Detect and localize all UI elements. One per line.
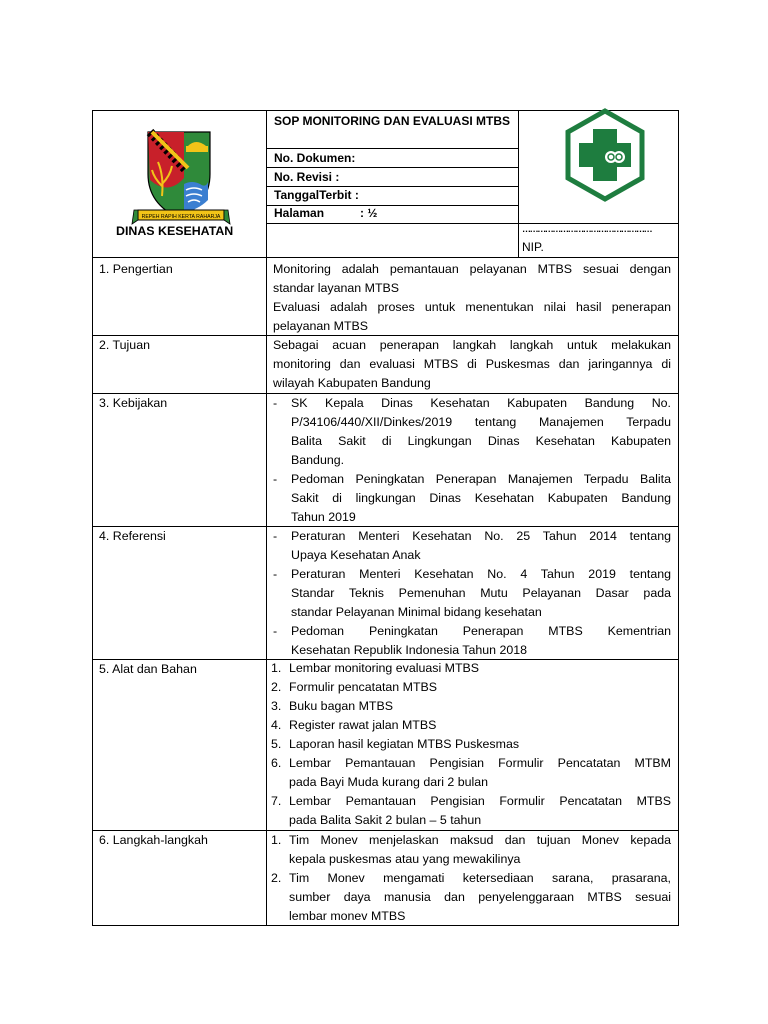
text-line: Pedoman Peningkatan Penerapan MTBS Kementrian: [291, 624, 671, 638]
health-ministry-logo: [562, 107, 648, 203]
list-marker: 2.: [271, 871, 282, 885]
rule-docno: [266, 167, 518, 168]
section-label-kebijakan: 3. Kebijakan: [99, 396, 168, 410]
text-line: standar layanan MTBS: [273, 281, 400, 295]
text-line: pelayanan MTBS: [273, 319, 369, 333]
text-line: Sakit di lingkungan Dinas Kesehatan Kabupaten Bandung: [291, 491, 671, 505]
document-title: SOP MONITORING DAN EVALUASI MTBS: [274, 114, 511, 128]
list-marker: -: [273, 529, 278, 543]
list-marker: 7.: [271, 794, 282, 808]
text-line: Evaluasi adalah proses untuk menentukan nilai hasil penerapan: [273, 300, 671, 314]
text-line: Formulir pencatatan MTBS: [289, 680, 438, 694]
rule-right: [678, 110, 679, 926]
list-marker: 1.: [271, 661, 282, 675]
list-marker: 2.: [271, 680, 282, 694]
list-item: [269, 527, 671, 565]
crest-motto: REPEH RAPIH KERTA RAHARJA: [141, 214, 221, 220]
signature-line: ……………………………………………: [522, 224, 652, 234]
text-line: Balita Sakit di Lingkungan Dinas Kesehatan Kabupaten: [291, 434, 671, 448]
list-item: [269, 735, 671, 754]
text-line: Tahun 2019: [291, 510, 356, 524]
text-line: Lembar Pemantauan Pengisian Formulir Pencatatan MTBS: [289, 794, 671, 808]
text-line: Tim Monev menjelaskan maksud dan tujuan Monev kepada: [289, 833, 671, 847]
list-marker: 4.: [271, 718, 282, 732]
text-line: Upaya Kesehatan Anak: [291, 548, 421, 562]
pengertian-text: [273, 260, 671, 336]
text-line: Lembar Pemantauan Pengisian Formulir Pencatatan MTBM: [289, 756, 671, 770]
list-item: [269, 678, 671, 697]
text-line: Buku bagan MTBS: [289, 699, 394, 713]
text-line: monitoring dan evaluasi MTBS di Puskesmas dan jaringannya di: [273, 357, 671, 371]
referensi-list: [269, 527, 671, 660]
section-label-pengertian: 1. Pengertian: [99, 262, 173, 276]
list-marker: 5.: [271, 737, 282, 751]
rule-col2: [518, 110, 519, 258]
tujuan-text: [273, 336, 671, 393]
text-line: Sebagai acuan penerapan langkah langkah untuk melakukan: [273, 338, 671, 352]
rule-left: [92, 110, 93, 926]
text-line: sumber daya manusia dan penyelenggaraan MTBS sesuai: [289, 890, 671, 904]
issue-date-label: TanggalTerbit :: [274, 188, 359, 202]
list-marker: -: [273, 567, 278, 581]
list-item: [269, 792, 671, 830]
list-item: [269, 622, 671, 660]
kebijakan-list: [269, 394, 671, 527]
list-marker: 3.: [271, 699, 282, 713]
page-label: Halaman: [274, 206, 325, 220]
section-label-langkah: 6. Langkah-langkah: [99, 833, 208, 847]
rule-header-bottom: [92, 257, 679, 258]
rule-col1: [266, 110, 267, 926]
doc-number-label: No. Dokumen:: [274, 151, 356, 165]
agency-name: DINAS KESEHATAN: [116, 224, 234, 238]
section-label-tujuan: 2. Tujuan: [99, 338, 150, 352]
list-item: [269, 869, 671, 926]
section-label-alat: 5. Alat dan Bahan: [99, 662, 197, 676]
text-line: Lembar monitoring evaluasi MTBS: [289, 661, 480, 675]
text-line: SK Kepala Dinas Kesehatan Kabupaten Bandung No.: [291, 396, 671, 410]
text-line: standar Pelayanan Minimal bidang kesehatan: [291, 605, 542, 619]
text-line: pada Bayi Muda kurang dari 2 bulan: [289, 775, 489, 789]
text-line: P/34106/440/XII/Dinkes/2019 tentang Manajemen Terpadu: [291, 415, 671, 429]
text-line: Peraturan Menteri Kesehatan No. 25 Tahun 2014 tentang: [291, 529, 671, 543]
text-line: Bandung.: [291, 453, 345, 467]
text-line: pada Balita Sakit 2 bulan – 5 tahun: [289, 813, 482, 827]
rule-revisi: [266, 186, 518, 187]
rule-title: [266, 148, 518, 149]
list-marker: -: [273, 396, 278, 410]
text-line: lembar monev MTBS: [289, 909, 406, 923]
text-line: Kesehatan Republik Indonesia Tahun 2018: [291, 643, 528, 657]
list-item: [269, 659, 671, 678]
text-line: Standar Teknis Pemenuhan Mutu Pelayanan Dasar pada: [291, 586, 671, 600]
section-label-referensi: 4. Referensi: [99, 529, 166, 543]
list-marker: 6.: [271, 756, 282, 770]
text-line: Tim Monev mengamati ketersediaan sarana, prasarana,: [289, 871, 671, 885]
text-line: Laporan hasil kegiatan MTBS Puskesmas: [289, 737, 520, 751]
page-value: : ½: [360, 206, 378, 220]
text-line: Peraturan Menteri Kesehatan No. 4 Tahun 2019 tentang: [291, 567, 671, 581]
list-item: [269, 697, 671, 716]
nip-label: NIP.: [522, 240, 544, 254]
text-line: Register rawat jalan MTBS: [289, 718, 437, 732]
text-line: kepala puskesmas atau yang mewakilinya: [289, 852, 521, 866]
list-marker: -: [273, 472, 278, 486]
list-marker: 1.: [271, 833, 282, 847]
alat-bahan-list: [269, 659, 671, 830]
list-item: [269, 754, 671, 792]
list-item: [269, 470, 671, 527]
text-line: wilayah Kabupaten Bandung: [273, 376, 431, 390]
list-item: [269, 394, 671, 470]
langkah-list: [269, 831, 671, 926]
text-line: Pedoman Peningkatan Penerapan Manajemen Terpadu Balita: [291, 472, 671, 486]
list-item: [269, 716, 671, 735]
list-item: [269, 831, 671, 869]
list-item: [269, 565, 671, 622]
text-line: Monitoring adalah pemantauan pelayanan MTBS sesuai dengan: [273, 262, 671, 276]
kabupaten-crest-logo: [128, 126, 238, 226]
revision-label: No. Revisi :: [274, 170, 340, 184]
list-marker: -: [273, 624, 278, 638]
